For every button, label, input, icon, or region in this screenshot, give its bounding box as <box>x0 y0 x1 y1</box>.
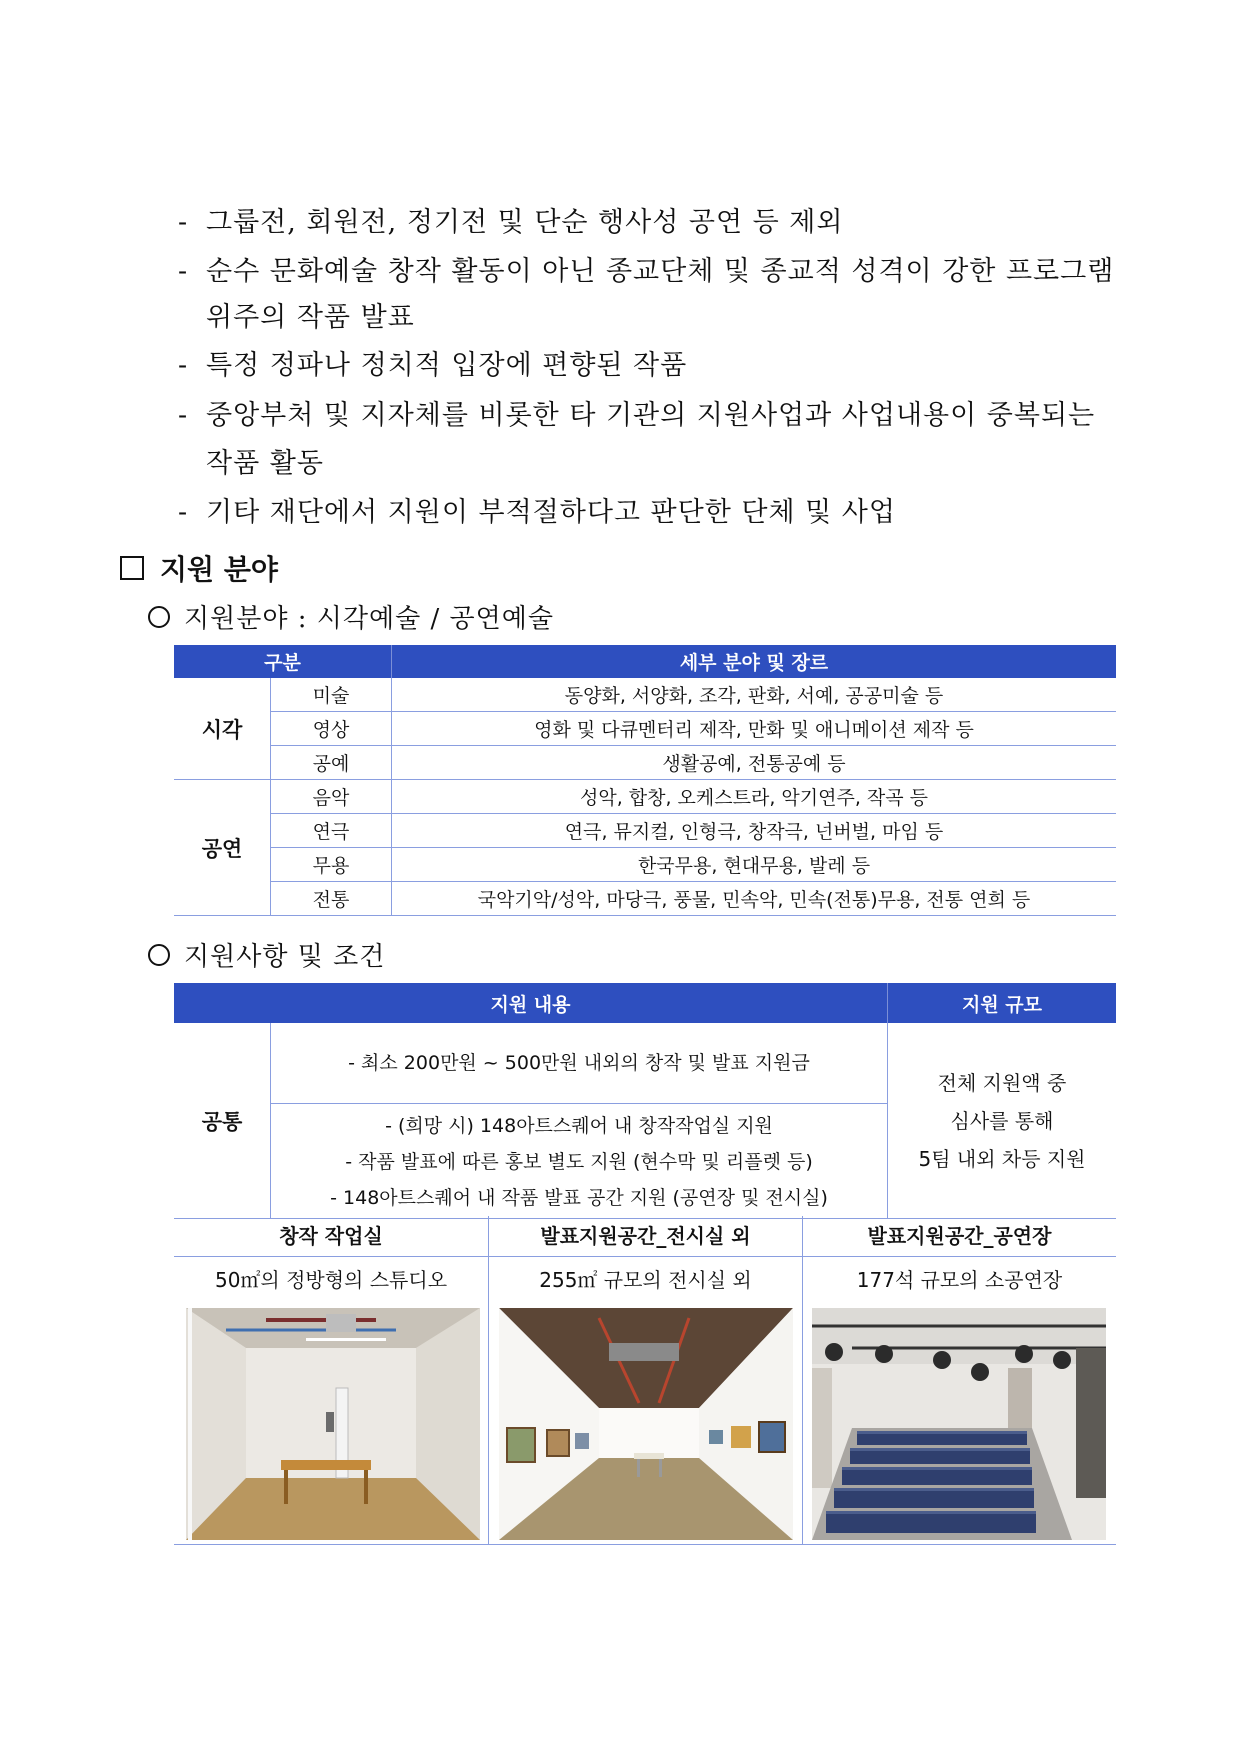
scale-line-3: 5팀 내외 차등 지원 <box>918 1146 1086 1171</box>
detail-cell: 성악, 합창, 오케스트라, 악기연주, 작곡 등 <box>392 780 1117 814</box>
category-performing: 공연 <box>174 780 271 916</box>
table-row <box>174 780 1116 814</box>
header-scale: 지원 규모 <box>888 983 1117 1023</box>
subfield-cell: 연극 <box>271 814 392 848</box>
exclusion-text-3: 특정 정파나 정치적 입장에 편향된 작품 <box>206 350 688 381</box>
table-row <box>174 746 1116 780</box>
photo-desc: 255㎡ 규모의 전시실 외 <box>539 1268 752 1292</box>
theater-photo <box>812 1308 1106 1540</box>
photo-title: 발표지원공간_공연장 <box>803 1216 1116 1257</box>
detail-cell: 연극, 뮤지컬, 인형극, 창작극, 넌버벌, 마임 등 <box>392 814 1117 848</box>
content-venue: - 148아트스퀘어 내 작품 발표 공간 지원 (공연장 및 전시실) <box>330 1187 828 1209</box>
subfield-cell: 공예 <box>271 746 392 780</box>
exclusion-item-1: - 그룹전, 회원전, 정기전 및 단순 행사성 공연 등 제외 <box>178 207 844 238</box>
subfield-cell: 음악 <box>271 780 392 814</box>
exclusion-item-5: - 기타 재단에서 지원이 부적절하다고 판단한 단체 및 사업 <box>178 497 896 528</box>
header-detail: 세부 분야 및 장르 <box>392 645 1117 678</box>
subfield-cell: 전통 <box>271 882 392 916</box>
scale-line-1: 전체 지원액 중 <box>937 1070 1067 1095</box>
scale-line-2: 심사를 통해 <box>950 1108 1054 1133</box>
table-row <box>174 814 1116 848</box>
table-row <box>174 678 1116 712</box>
detail-cell: 한국무용, 현대무용, 발레 등 <box>392 848 1117 882</box>
header-category: 구분 <box>174 645 392 678</box>
category-visual: 시각 <box>174 678 271 780</box>
section-heading <box>120 548 278 588</box>
table-row <box>174 848 1116 882</box>
circle-bullet-icon <box>148 944 170 966</box>
exclusion-text-2-cont: 위주의 작품 발표 <box>206 302 415 333</box>
exclusion-item-4: - 중앙부처 및 지자체를 비롯한 타 기관의 지원사업과 사업내용이 중복되는 <box>178 400 1096 431</box>
subheading-support-conditions <box>148 936 385 973</box>
checkbox-square-icon <box>120 556 144 580</box>
header-content: 지원 내용 <box>174 983 888 1023</box>
content-extra-cell <box>271 1104 888 1219</box>
detail-cell: 동양화, 서양화, 조각, 판화, 서예, 공공미술 등 <box>392 678 1117 712</box>
exclusion-text-5: 기타 재단에서 지원이 부적절하다고 판단한 단체 및 사업 <box>206 497 896 528</box>
scale-cell <box>888 1023 1117 1219</box>
detail-cell: 생활공예, 전통공예 등 <box>392 746 1117 780</box>
subheading-support-field <box>148 598 554 635</box>
detail-cell: 영화 및 다큐멘터리 제작, 만화 및 애니메이션 제작 등 <box>392 712 1117 746</box>
subfield-cell: 영상 <box>271 712 392 746</box>
common-label: 공통 <box>174 1023 271 1219</box>
subheading-text-2: 지원사항 및 조건 <box>184 942 386 972</box>
detail-cell: 국악기악/성악, 마당극, 풍물, 민속악, 민속(전통)무용, 전통 연희 등 <box>392 882 1117 916</box>
gallery-photo <box>499 1308 793 1540</box>
content-promotion: - 작품 발표에 따른 홍보 별도 지원 (현수막 및 리플렛 등) <box>345 1151 813 1173</box>
exclusion-item-3: - 특정 정파나 정치적 입장에 편향된 작품 <box>178 350 688 381</box>
exclusion-text-2: 순수 문화예술 창작 활동이 아닌 종교단체 및 종교적 성격이 강한 프로그램 <box>206 256 1115 287</box>
table-row <box>174 882 1116 916</box>
exclusion-text-1: 그룹전, 회원전, 정기전 및 단순 행사성 공연 등 제외 <box>206 207 844 238</box>
photo-desc: 177석 규모의 소공연장 <box>856 1268 1063 1292</box>
circle-bullet-icon <box>148 606 170 628</box>
subfield-cell: 미술 <box>271 678 392 712</box>
exclusion-item-2: - 순수 문화예술 창작 활동이 아닌 종교단체 및 종교적 성격이 강한 프로그램 <box>178 256 1115 287</box>
photo-desc: 50㎡의 정방형의 스튜디오 <box>214 1268 448 1292</box>
support-field-table <box>174 645 1116 916</box>
photo-title: 창작 작업실 <box>174 1216 488 1257</box>
content-grant-cell <box>271 1023 888 1104</box>
exclusion-text-4-cont: 작품 활동 <box>206 448 324 479</box>
content-studio: - (희망 시) 148아트스퀘어 내 창작작업실 지원 <box>385 1115 773 1137</box>
table-row <box>174 712 1116 746</box>
support-conditions-table <box>174 983 1116 1219</box>
exclusion-text-4: 중앙부처 및 지자체를 비롯한 타 기관의 지원사업과 사업내용이 중복되는 <box>206 400 1096 431</box>
facility-photos <box>174 1216 1116 1545</box>
photo-title: 발표지원공간_전시실 외 <box>489 1216 802 1257</box>
content-grant: - 최소 200만원 ~ 500만원 내외의 창작 및 발표 지원금 <box>348 1052 810 1074</box>
subheading-text-1: 지원분야 : 시각예술 / 공연예술 <box>184 604 554 634</box>
section-title: 지원 분야 <box>160 553 278 586</box>
studio-photo <box>186 1308 480 1540</box>
subfield-cell: 무용 <box>271 848 392 882</box>
